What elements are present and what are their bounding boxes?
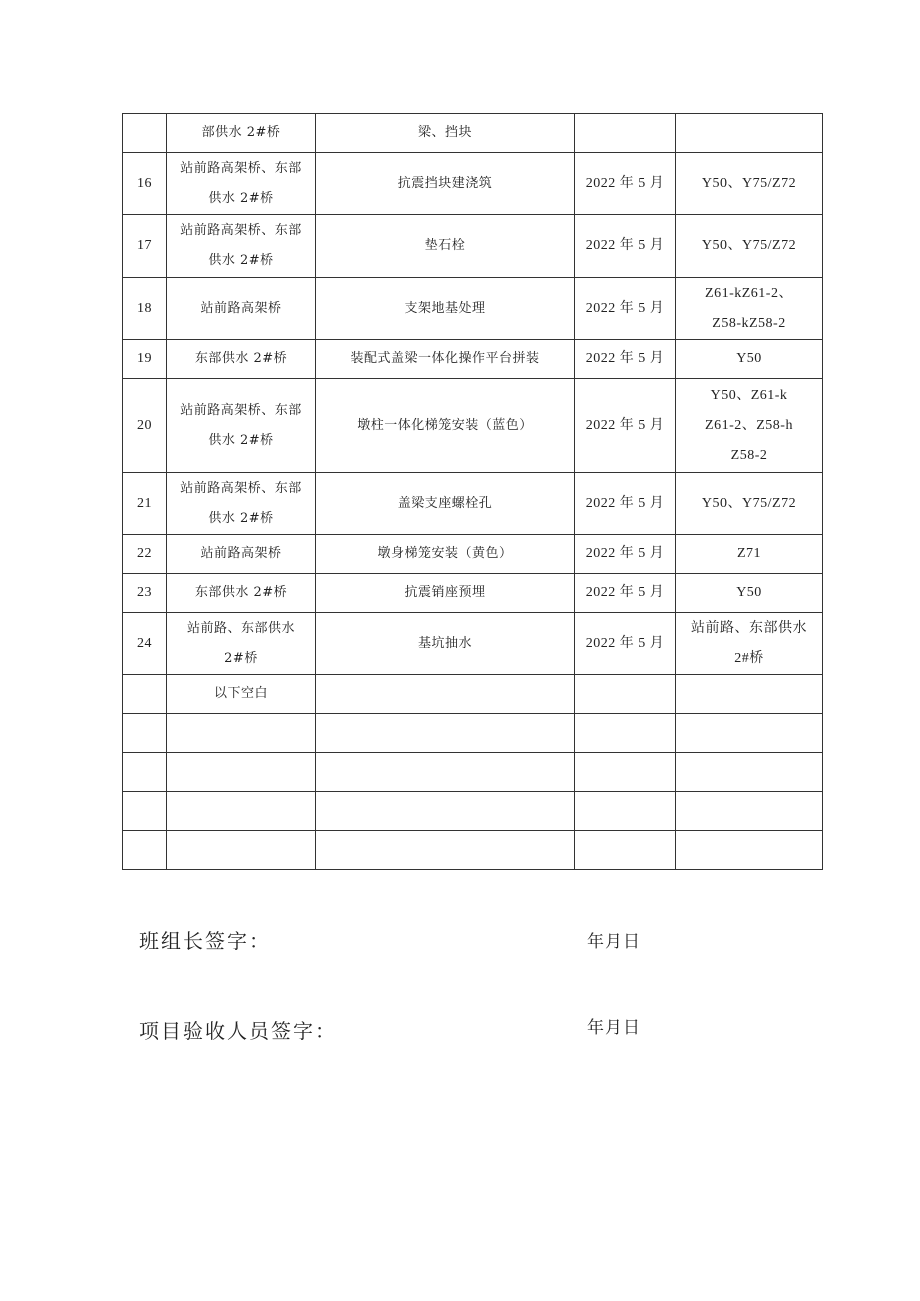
- date-cell: 2022 年 5 月: [575, 278, 676, 340]
- work-content-line: 抗震挡块建浇筑: [397, 175, 493, 191]
- location-line: 以下空白: [213, 686, 268, 701]
- range-cell: [676, 574, 823, 613]
- location-cell: [167, 714, 316, 753]
- work-content-cell: [316, 574, 575, 613]
- work-content-cell: [316, 278, 575, 340]
- work-content-line: 墩身梯笼安装（黄色）: [377, 546, 513, 561]
- row-number-cell: 20: [123, 379, 167, 473]
- location-line: 东部供水 2#桥: [194, 351, 288, 366]
- row-number-cell: 24: [123, 613, 167, 675]
- range-line: Y50、Z61-k: [710, 387, 788, 403]
- date-cell: [575, 114, 676, 153]
- work-content-line: 盖梁支座螺栓孔: [397, 495, 493, 511]
- range-cell: [676, 613, 823, 675]
- work-content-cell: [316, 215, 575, 278]
- range-line: 站前路、东部供水: [691, 620, 807, 636]
- location-line: 东部供水 2#桥: [194, 585, 288, 600]
- location-cell: [167, 535, 316, 574]
- range-line: Y50: [736, 351, 762, 366]
- date-cell: [575, 792, 676, 831]
- row-number-cell: [123, 792, 167, 831]
- location-line: 2#桥: [224, 650, 258, 666]
- row-number-cell: [123, 114, 167, 153]
- table-row: [123, 340, 823, 379]
- location-line: 部供水 2#桥: [201, 125, 281, 140]
- work-content-line: 抗震销座预埋: [404, 585, 486, 600]
- row-number-cell: 17: [123, 215, 167, 278]
- work-content-cell: [316, 153, 575, 215]
- range-cell: [676, 215, 823, 278]
- work-content-cell: [316, 753, 575, 792]
- location-cell: [167, 340, 316, 379]
- table-row: [123, 535, 823, 574]
- date-cell: [575, 714, 676, 753]
- table-row: [123, 574, 823, 613]
- range-cell: [676, 379, 823, 473]
- row-number-cell: [123, 675, 167, 714]
- date-cell: [575, 675, 676, 714]
- work-content-cell: [316, 114, 575, 153]
- range-line: Y50、Y75/Z72: [701, 495, 797, 511]
- location-cell: [167, 153, 316, 215]
- table-row: [123, 753, 823, 792]
- range-cell: [676, 831, 823, 870]
- range-line: Z58-kZ58-2: [712, 315, 786, 331]
- date-cell: 2022 年 5 月: [575, 574, 676, 613]
- date-cell: [575, 753, 676, 792]
- range-cell: [676, 675, 823, 714]
- range-line: Y50: [736, 585, 762, 600]
- range-cell: [676, 278, 823, 340]
- range-cell: [676, 535, 823, 574]
- range-cell: [676, 714, 823, 753]
- date-cell: 2022 年 5 月: [575, 535, 676, 574]
- date-cell: 2022 年 5 月: [575, 340, 676, 379]
- table-row: [123, 831, 823, 870]
- work-content-cell: [316, 535, 575, 574]
- row-number-cell: 22: [123, 535, 167, 574]
- table-row: [123, 278, 823, 340]
- row-number-cell: 18: [123, 278, 167, 340]
- work-content-cell: [316, 714, 575, 753]
- location-cell: [167, 574, 316, 613]
- location-line: 站前路高架桥、东部: [180, 160, 302, 176]
- range-line: Z58-2: [730, 447, 768, 463]
- table-row: [123, 215, 823, 278]
- range-cell: [676, 473, 823, 535]
- range-cell: [676, 792, 823, 831]
- location-cell: [167, 675, 316, 714]
- team-leader-signature-date: 年月日: [587, 932, 641, 952]
- location-cell: [167, 379, 316, 473]
- table-row: [123, 714, 823, 753]
- work-content-line: 装配式盖梁一体化操作平台拼装: [350, 351, 540, 366]
- date-cell: 2022 年 5 月: [575, 473, 676, 535]
- location-line: 站前路、东部供水: [186, 620, 295, 636]
- table-row: [123, 473, 823, 535]
- work-content-line: 基坑抽水: [417, 635, 472, 651]
- range-line: Y50、Y75/Z72: [701, 175, 797, 191]
- location-line: 站前路高架桥、东部: [180, 223, 302, 238]
- location-line: 供水 2#桥: [208, 510, 274, 526]
- work-content-line: 垫石栓: [424, 238, 466, 253]
- location-line: 站前路高架桥、东部: [180, 402, 302, 418]
- work-content-cell: [316, 473, 575, 535]
- table-row: [123, 613, 823, 675]
- range-line: Z61-2、Z58-h: [705, 417, 793, 433]
- range-line: Y50、Y75/Z72: [701, 238, 797, 253]
- team-leader-signature-label: 班组长签字：: [139, 929, 271, 953]
- work-content-cell: [316, 792, 575, 831]
- range-line: 2#桥: [734, 650, 764, 666]
- date-cell: 2022 年 5 月: [575, 613, 676, 675]
- range-cell: [676, 753, 823, 792]
- location-line: 站前路高架桥: [200, 546, 282, 561]
- row-number-cell: [123, 831, 167, 870]
- work-content-cell: [316, 613, 575, 675]
- date-cell: 2022 年 5 月: [575, 215, 676, 278]
- location-cell: [167, 215, 316, 278]
- table-row: [123, 675, 823, 714]
- work-content-line: 支架地基处理: [404, 300, 486, 316]
- row-number-cell: 23: [123, 574, 167, 613]
- location-cell: [167, 114, 316, 153]
- table-row: [123, 114, 823, 153]
- location-cell: [167, 278, 316, 340]
- range-line: Z61-kZ61-2、: [705, 285, 793, 301]
- location-line: 站前路高架桥: [200, 300, 282, 316]
- work-content-line: 梁、挡块: [417, 125, 472, 140]
- date-cell: [575, 831, 676, 870]
- table-row: [123, 792, 823, 831]
- range-line: Z71: [736, 546, 762, 561]
- location-cell: [167, 753, 316, 792]
- work-content-cell: [316, 675, 575, 714]
- work-content-cell: [316, 340, 575, 379]
- date-cell: 2022 年 5 月: [575, 153, 676, 215]
- work-content-cell: [316, 831, 575, 870]
- row-number-cell: [123, 753, 167, 792]
- inspector-signature-date: 年月日: [587, 1018, 641, 1038]
- location-line: 供水 2#桥: [208, 253, 274, 268]
- location-cell: [167, 473, 316, 535]
- location-cell: [167, 613, 316, 675]
- inspector-signature-label: 项目验收人员签字：: [139, 1019, 337, 1043]
- range-cell: [676, 114, 823, 153]
- row-number-cell: [123, 714, 167, 753]
- inspection-table: [122, 113, 823, 870]
- location-line: 站前路高架桥、东部: [180, 480, 302, 496]
- row-number-cell: 19: [123, 340, 167, 379]
- work-content-cell: [316, 379, 575, 473]
- location-cell: [167, 831, 316, 870]
- row-number-cell: 21: [123, 473, 167, 535]
- location-cell: [167, 792, 316, 831]
- row-number-cell: 16: [123, 153, 167, 215]
- table-row: [123, 379, 823, 473]
- location-line: 供水 2#桥: [208, 190, 274, 206]
- work-content-line: 墩柱一体化梯笼安装（蓝色）: [357, 417, 533, 433]
- table-row: [123, 153, 823, 215]
- range-cell: [676, 340, 823, 379]
- range-cell: [676, 153, 823, 215]
- location-line: 供水 2#桥: [208, 432, 274, 448]
- table-body: [123, 114, 823, 870]
- date-cell: 2022 年 5 月: [575, 379, 676, 473]
